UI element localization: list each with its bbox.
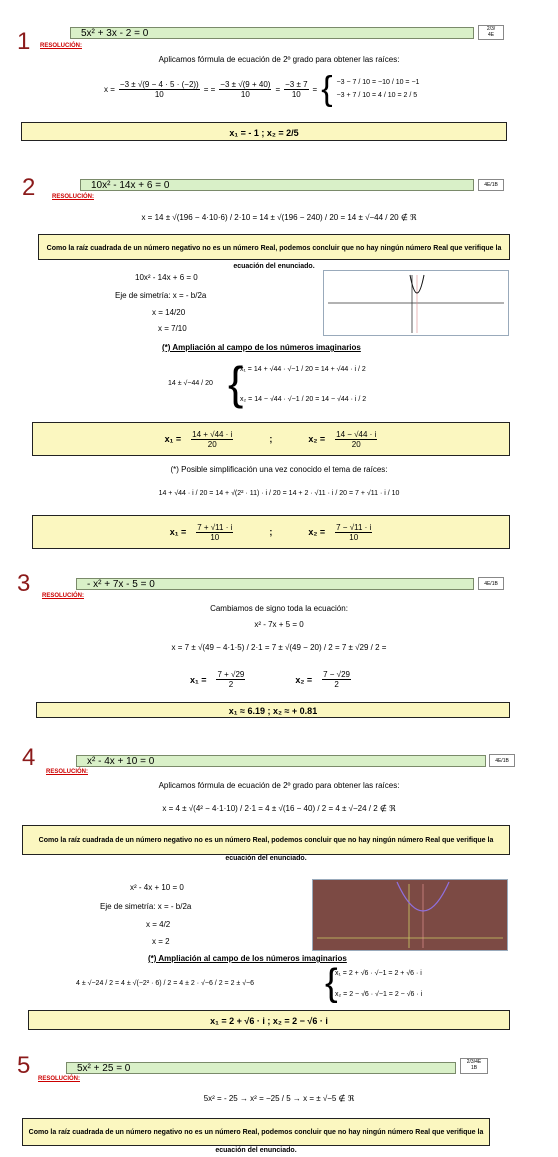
equation-bar-4: x² - 4x + 10 = 0: [76, 755, 486, 767]
roots-3: x₁ = $\frac{7 + √29}{2}$ x₂ = $\frac{7 - √29}{2}$: [190, 670, 350, 689]
exercise-number-3: 3: [17, 570, 31, 597]
equation-bar-5: 5x² + 25 = 0: [66, 1062, 456, 1074]
simplification-formula-2: 14 + √44 · i / 20 = 14 + √(2² · 11) · i / 20 = 14 + 2 · √11 · i / 20 = 7 + √11 · i / 10: [158, 490, 400, 497]
step-2-1: 10x² - 14x + 6 = 0: [135, 273, 198, 282]
conclusion-box-4: Como la raíz cuadrada de un número negativo no es un número Real, podemos concluir que no hay ningún número Real que verifique la ecuación del enunciado.: [22, 825, 510, 855]
step-4-1: x² - 4x + 10 = 0: [130, 883, 184, 892]
intro-text-4: Aplicamos fórmula de ecuación de 2º grado para obtener las raíces:: [158, 781, 400, 790]
resolution-label-2: RESOLUCIÓN:: [52, 194, 94, 200]
exercise-number-4: 4: [22, 744, 36, 771]
resolution-label-3: RESOLUCIÓN:: [42, 593, 84, 599]
answer-box-3: x₁ ≈ 6.19 ; x₂ ≈ + 0.81: [36, 702, 510, 718]
formula-1: x = $\frac{-3 \pm √(9 - 4 \cdot 5 \cdot (-2))}{10}$ = = $\frac{-3 \pm √(9 + 40)}{10}$ = $\frac{-3 \pm 7}{10}$ = { −3 − 7 / 10 = −10 / 10 = −1 −3 + 7 / 10 = 4 / 10 = 2 / 5: [104, 70, 420, 108]
intro-text-1: Aplicamos fórmula de ecuación de 2º grado para obtener las raíces:: [158, 55, 400, 64]
imaginary-x1-4: x₁ = 2 + √6 · √−1 = 2 + √6 · i: [335, 970, 422, 977]
answer-box-2b: x₁ = $\frac{7 + √11 \cdot i}{10}$ ; x₂ = $\frac{7 - √11 \cdot i}{10}$: [32, 515, 510, 549]
exercise-number-2: 2: [22, 174, 36, 201]
resolution-label-5: RESOLUCIÓN:: [38, 1076, 80, 1082]
imaginary-chain-4: 4 ± √−24 / 2 = 4 ± √(−2² · 6) / 2 = 4 ± 2 · √−6 / 2 = 2 ± √−6: [76, 980, 255, 987]
formula-3: x = 7 ± √(49 − 4·1·5) / 2·1 = 7 ± √(49 − 20) / 2 = 7 ± √29 / 2 =: [171, 643, 387, 652]
imaginary-brace-4: {: [325, 962, 338, 1004]
equation-bar-3: - x² + 7x - 5 = 0: [76, 578, 474, 590]
answer-box-4: x₁ = 2 + √6 · i ; x₂ = 2 − √6 · i: [28, 1010, 510, 1030]
imaginary-brace-2: {: [228, 357, 244, 409]
level-tag-3: 4E/1B: [478, 577, 504, 590]
level-tag-1: 2/3/ 4E: [478, 25, 504, 40]
exercise-number-5: 5: [17, 1052, 31, 1079]
equation-bar-2: 10x² - 14x + 6 = 0: [80, 179, 474, 191]
answer-box-2a: x₁ = $\frac{14 + √44 \cdot i}{20}$ ; x₂ = $\frac{14 - √44 \cdot i}{20}$: [32, 422, 510, 456]
step-4-3: x = 4/2: [146, 920, 171, 929]
intro-text-3: Cambiamos de signo toda la ecuación:: [210, 604, 348, 613]
step-4-2: Eje de simetría: x = - b/2a: [100, 902, 192, 911]
level-tag-4: 4E/1B: [489, 754, 515, 767]
equation-bar-1: 5x² + 3x - 2 = 0: [70, 27, 474, 39]
formula-5: 5x² = - 25 → x² = −25 / 5 → x = ± √−5 ∉ ℜ: [203, 1094, 355, 1103]
exercise-number-1: 1: [17, 28, 31, 55]
formula-2: x = 14 ± √(196 − 4·10·6) / 2·10 = 14 ± √(196 − 240) / 20 = 14 ± √−44 / 20 ∉ ℜ: [141, 213, 417, 222]
amplification-title-2: (*) Ampliación al campo de los números imaginarios: [162, 343, 361, 352]
parabola-graph-4: [312, 879, 508, 951]
level-tag-2: 4E/1B: [478, 179, 504, 191]
equation-rewritten-3: x² - 7x + 5 = 0: [254, 620, 304, 629]
simplification-note-2: (*) Posible simplificación una vez conocido el tema de raíces:: [170, 465, 388, 474]
step-2-3: x = 14/20: [152, 308, 186, 317]
step-4-4: x = 2: [152, 937, 170, 946]
conclusion-box-2: Como la raíz cuadrada de un número negativo no es un número Real, podemos concluir que no hay ningún número Real que verifique la ecuación del enunciado.: [38, 234, 510, 260]
amplification-title-4: (*) Ampliación al campo de los números imaginarios: [148, 954, 347, 963]
parabola-graph-2: [323, 270, 509, 336]
imaginary-x2-4: x₂ = 2 − √6 · √−1 = 2 − √6 · i: [335, 991, 423, 998]
conclusion-box-5: Como la raíz cuadrada de un número negativo no es un número Real, podemos concluir que no hay ningún número Real que verifique la ecuación del enunciado.: [22, 1118, 490, 1146]
resolution-label-4: RESOLUCIÓN:: [46, 769, 88, 775]
answer-box-1: x₁ = - 1 ; x₂ = 2/5: [21, 122, 507, 141]
resolution-label-1: RESOLUCIÓN:: [40, 43, 82, 49]
step-2-2: Eje de simetría: x = - b/2a: [115, 291, 207, 300]
formula-4: x = 4 ± √(4² − 4·1·10) / 2·1 = 4 ± √(16 − 40) / 2 = 4 ± √−24 / 2 ∉ ℜ: [162, 804, 396, 813]
level-tag-5: 2/3/4E 1B: [460, 1058, 488, 1074]
imaginary-x2-2: x₂ = 14 − √44 · √−1 / 20 = 14 − √44 · i / 2: [240, 396, 367, 403]
imaginary-x1-2: x₁ = 14 + √44 · √−1 / 20 = 14 + √44 · i / 2: [240, 366, 366, 373]
imaginary-root-2: 14 ± √−44 / 20: [168, 380, 213, 387]
step-2-4: x = 7/10: [158, 324, 187, 333]
